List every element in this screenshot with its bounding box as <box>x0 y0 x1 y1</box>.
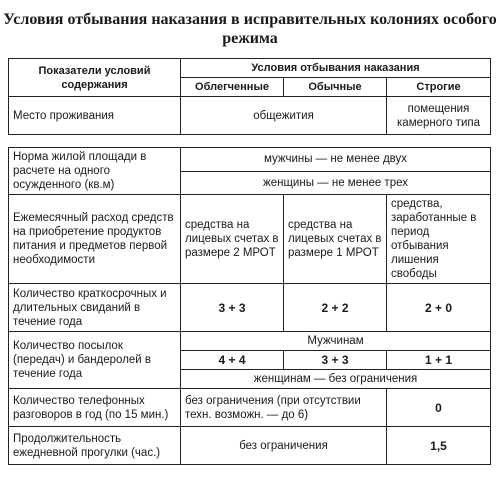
row-label: Норма жилой площади в расчете на одного осужденного (кв.м) <box>9 148 181 195</box>
spacer <box>9 135 491 148</box>
row-label: Количество краткосрочных и длительных свиданий в течение года <box>9 284 181 332</box>
cell-strict: помещения камерного типа <box>387 97 491 135</box>
cell-strict: 1,5 <box>387 427 491 465</box>
cell-women: женщины — не менее трех <box>181 171 491 195</box>
cell-normal: 2 + 2 <box>284 284 387 332</box>
cell-shared: общежития <box>181 97 387 135</box>
conditions-table <box>8 58 491 465</box>
cell-light: 3 + 3 <box>181 284 284 332</box>
cell-normal: 3 + 3 <box>284 351 387 370</box>
cell-women: женщинам — без ограничения <box>181 370 491 389</box>
header-conditions: Условия отбывания наказания <box>181 59 491 78</box>
row-place <box>9 97 491 135</box>
row-visits <box>9 284 491 332</box>
row-label: Количество телефонных разговоров в год (по 15 мин.) <box>9 389 181 427</box>
row-walk <box>9 427 491 465</box>
row-label: Продолжительность ежедневной прогулки (час.) <box>9 427 181 465</box>
header-normal: Обычные <box>284 78 387 97</box>
cell-shared: без ограничения (при отсутствии техн. возможн. — до 6) <box>181 389 387 427</box>
row-phone <box>9 389 491 427</box>
header-indicators: Показатели условий содержания <box>9 59 181 97</box>
row-money <box>9 195 491 284</box>
header-row-1 <box>9 59 491 78</box>
spacer-row <box>9 135 491 148</box>
cell-strict: средства, заработанные в период отбывания лишения свободы <box>387 195 491 284</box>
cell-men-header: Мужчинам <box>181 332 491 351</box>
cell-light: средства на лицевых счетах в размере 2 МРОТ <box>181 195 284 284</box>
cell-strict: 2 + 0 <box>387 284 491 332</box>
row-label: Количество посылок (передач) и бандеролей в течение года <box>9 332 181 389</box>
row-label: Место проживания <box>9 97 181 135</box>
page-title: Условия отбывания наказания в исправительных колониях особого режима <box>3 11 497 47</box>
cell-normal: средства на лицевых счетах в размере 1 МРОТ <box>284 195 387 284</box>
header-light: Облегченные <box>181 78 284 97</box>
row-area-men <box>9 148 491 172</box>
row-label: Ежемесячный расход средств на приобретение продуктов питания и предметов первой необходимости <box>9 195 181 284</box>
header-strict: Строгие <box>387 78 491 97</box>
cell-light: 4 + 4 <box>181 351 284 370</box>
cell-strict: 0 <box>387 389 491 427</box>
row-parcels-men-header <box>9 332 491 351</box>
cell-strict: 1 + 1 <box>387 351 491 370</box>
cell-men: мужчины — не менее двух <box>181 148 491 172</box>
cell-shared: без ограничения <box>181 427 387 465</box>
